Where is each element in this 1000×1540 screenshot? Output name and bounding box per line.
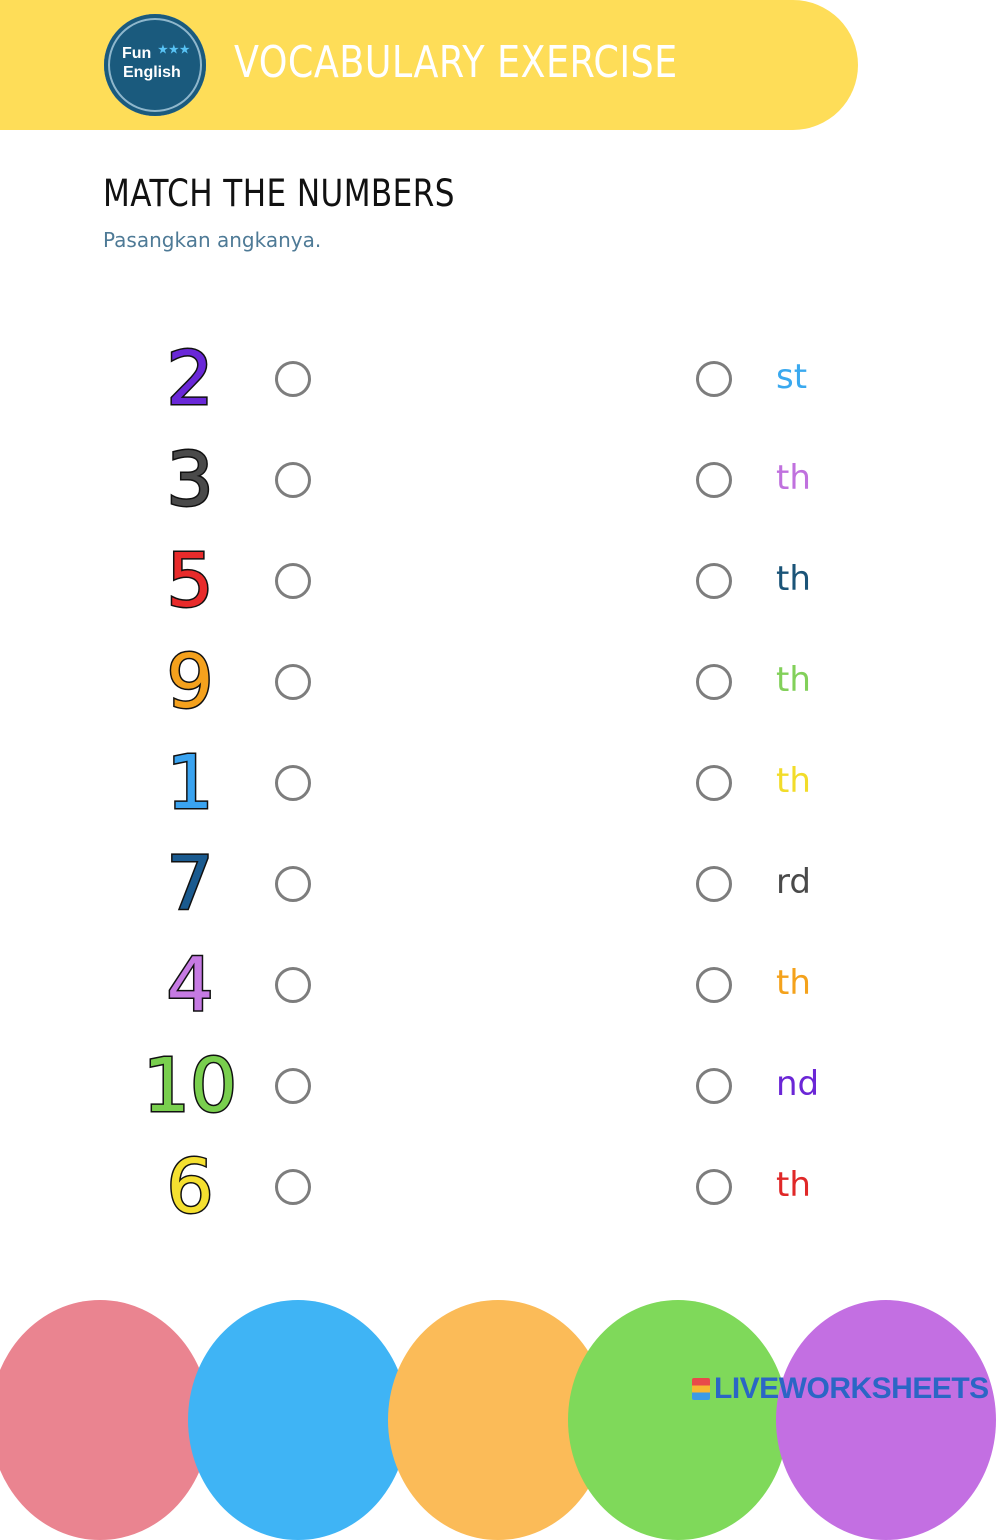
number-label: 5 [166,538,214,624]
ordinal-suffix-label: nd [776,1064,820,1104]
number-label: 1 [166,740,214,826]
left-match-dot[interactable] [275,765,311,801]
decoration-circle [568,1300,788,1540]
number-label: 7 [166,841,214,927]
liveworksheets-watermark[interactable] [692,1372,989,1406]
header-banner [0,0,858,130]
logo-stars-icon: ★★★ [158,44,191,56]
match-row [0,430,1000,530]
number-label: 6 [166,1144,214,1230]
left-match-dot[interactable] [275,1169,311,1205]
right-match-dot[interactable] [696,462,732,498]
fun-english-logo [104,14,206,116]
right-match-dot[interactable] [696,664,732,700]
left-match-dot[interactable] [275,866,311,902]
match-row [0,329,1000,429]
exercise-heading: MATCH THE NUMBERS [103,172,455,215]
ordinal-suffix-label: th [776,660,811,700]
number-label: 4 [166,942,214,1028]
left-match-dot[interactable] [275,563,311,599]
left-match-dot[interactable] [275,361,311,397]
number-label: 3 [166,437,214,523]
match-row [0,531,1000,631]
right-match-dot[interactable] [696,765,732,801]
liveworksheets-logo-icon [692,1378,710,1400]
ordinal-suffix-label: th [776,559,811,599]
page-title: VOCABULARY EXERCISE [234,37,678,88]
logo-text-english: English [123,64,181,81]
decoration-circle [188,1300,408,1540]
number-label: 10 [142,1043,238,1129]
right-match-dot[interactable] [696,967,732,1003]
match-row [0,834,1000,934]
match-row [0,1036,1000,1136]
match-row [0,632,1000,732]
left-match-dot[interactable] [275,462,311,498]
ordinal-suffix-label: th [776,458,811,498]
left-match-dot[interactable] [275,967,311,1003]
right-match-dot[interactable] [696,866,732,902]
ordinal-suffix-label: th [776,1165,811,1205]
right-match-dot[interactable] [696,1169,732,1205]
logo-text-fun: Fun [122,45,152,62]
decoration-circle [0,1300,210,1540]
number-label: 2 [166,336,214,422]
match-row [0,935,1000,1035]
left-match-dot[interactable] [275,664,311,700]
number-label: 9 [166,639,214,725]
match-row [0,1137,1000,1237]
ordinal-suffix-label: st [776,357,808,397]
exercise-instruction: Pasangkan angkanya. [103,228,322,252]
watermark-text: LIVEWORKSHEETS [714,1372,989,1405]
right-match-dot[interactable] [696,1068,732,1104]
match-row [0,733,1000,833]
ordinal-suffix-label: th [776,963,811,1003]
decoration-circle [776,1300,996,1540]
right-match-dot[interactable] [696,563,732,599]
ordinal-suffix-label: rd [776,862,811,902]
left-match-dot[interactable] [275,1068,311,1104]
ordinal-suffix-label: th [776,761,811,801]
right-match-dot[interactable] [696,361,732,397]
